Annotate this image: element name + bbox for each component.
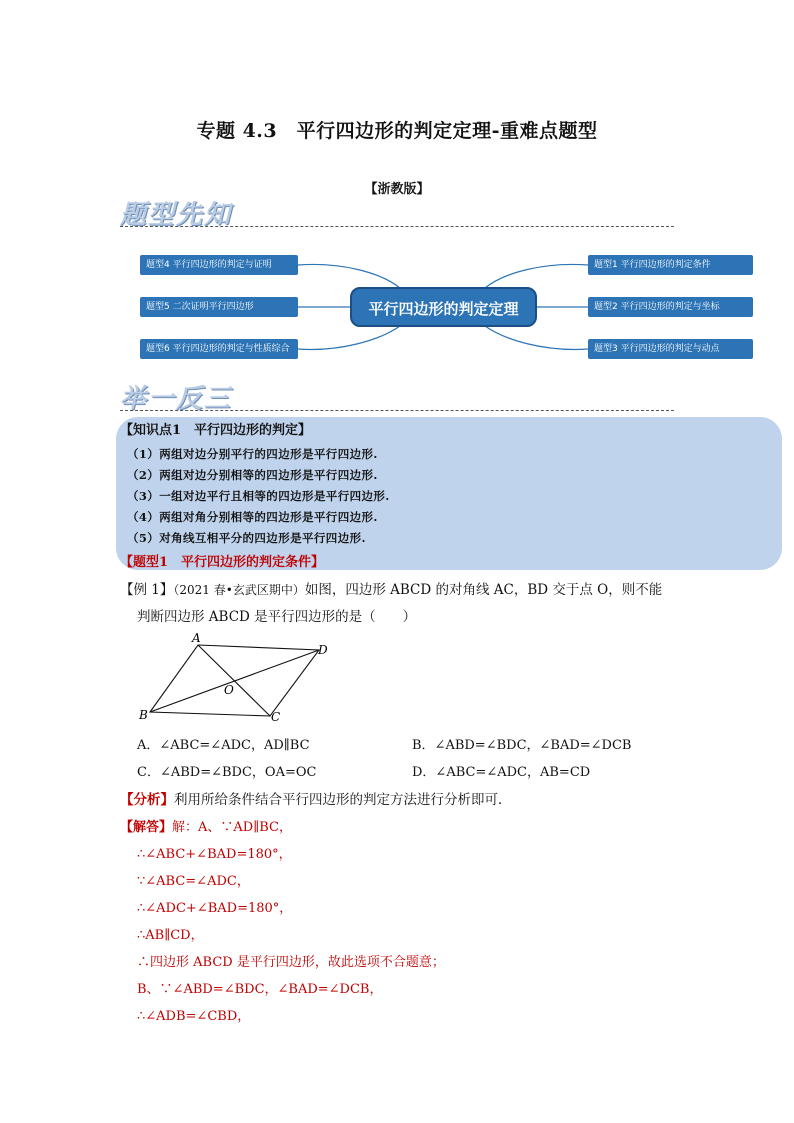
page-title: 专题 4.3 平行四边形的判定定理-重难点题型 xyxy=(196,120,598,142)
solution-line: B、∵∠ABD=∠BDC，∠BAD=∠DCB， xyxy=(137,982,383,997)
mindmap-topic-6: 题型6 平行四边形的判定与性质综合 xyxy=(140,339,298,359)
knowledge-item: （5）对角线互相平分的四边形是平行四边形. xyxy=(127,531,366,545)
type1-label: 【题型1 平行四边形的判定条件】 xyxy=(120,555,325,570)
analysis-label: 【分析】 xyxy=(120,792,174,808)
knowledge-item: （3）一组对边平行且相等的四边形是平行四边形. xyxy=(127,489,390,503)
vertex-label-c: C xyxy=(271,710,281,724)
analysis-text: 利用所给条件结合平行四边形的判定方法进行分析即可． xyxy=(174,792,512,808)
vertex-label-b: B xyxy=(139,708,148,722)
mindmap-topic-5: 题型5 二次证明平行四边形 xyxy=(140,297,298,317)
solution-line: ∴四边形 ABCD 是平行四边形，故此选项不合题意； xyxy=(137,955,445,970)
mindmap-topic-2: 题型2 平行四边形的判定与坐标 xyxy=(588,297,753,317)
option-b: B．∠ABD=∠BDC，∠BAD=∠DCB xyxy=(412,738,632,753)
solution-line: ∴∠ADB=∠CBD， xyxy=(137,1009,251,1024)
mindmap-topic-4: 题型4 平行四边形的判定与证明 xyxy=(140,255,298,275)
option-a: A．∠ABC=∠ADC，AD∥BC xyxy=(137,738,310,753)
solution-line: ∴∠ABC+∠BAD=180°， xyxy=(137,847,292,862)
edition-label: 【浙教版】 xyxy=(364,182,430,197)
analysis xyxy=(120,788,512,808)
section-practice-heading: 举一反三 xyxy=(120,384,233,414)
solution-label: 【解答】 xyxy=(120,820,173,835)
vertex-label-a: A xyxy=(192,631,201,645)
solution-first-line xyxy=(120,816,292,835)
mindmap-topic-1: 题型1 平行四边形的判定条件 xyxy=(588,255,753,275)
solution-line: ∵∠ABC=∠ADC， xyxy=(137,874,250,889)
section-divider xyxy=(120,410,674,411)
example-tag: 【例 1】 xyxy=(120,582,174,598)
option-c: C．∠ABD=∠BDC，OA=OC xyxy=(137,765,317,780)
knowledge-item: （4）两组对角分别相等的四边形是平行四边形. xyxy=(127,510,378,524)
section-overview-heading: 题型先知 xyxy=(120,200,233,230)
solution-line: ∴AB∥CD， xyxy=(137,928,204,943)
mindmap-center: 平行四边形的判定定理 xyxy=(350,287,537,327)
knowledge-title: 【知识点1 平行四边形的判定】 xyxy=(120,423,312,438)
knowledge-item: （2）两组对边分别相等的四边形是平行四边形. xyxy=(127,468,378,482)
knowledge-item: （1）两组对边分别平行的四边形是平行四边形. xyxy=(127,447,378,461)
option-d: D．∠ABC=∠ADC，AB=CD xyxy=(412,765,591,780)
mindmap-topic-3: 题型3 平行四边形的判定与动点 xyxy=(588,339,753,359)
example-source: （2021 春•玄武区期中） xyxy=(173,583,305,597)
solution-first: 解：A、∵AD∥BC， xyxy=(172,820,292,835)
example-question-line2: 判断四边形 ABCD 是平行四边形的是（ ） xyxy=(137,609,417,625)
parallelogram-figure xyxy=(130,630,340,730)
example-question xyxy=(120,578,662,598)
solution-line: ∴∠ADC+∠BAD=180°， xyxy=(137,901,293,916)
example-question-line1: 如图，四边形 ABCD 的对角线 AC，BD 交于点 O，则不能 xyxy=(304,582,663,598)
vertex-label-d: D xyxy=(318,643,328,657)
vertex-label-o: O xyxy=(224,683,234,697)
